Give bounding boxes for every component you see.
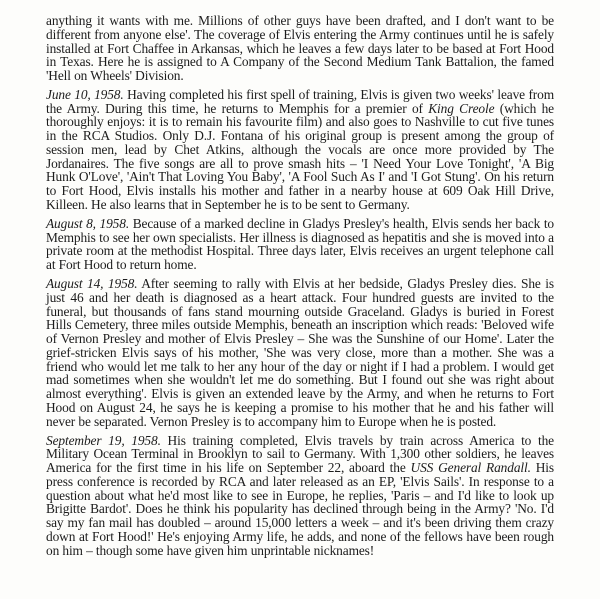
paragraph-text: Having completed his first spell of training, Elvis is given two weeks' leave from the Army. During this time, he returns to Memphis for a premier of — [46, 86, 554, 116]
paragraph-text: anything it wants with me. Millions of other guys have been drafted, and I don't want to be different from anyone else'. The coverage of Elvis entering the Army continues until he is safely installed at Fort Chaffee in Arkansas, which he leaves a few days later to be based at Fort Hood in Texas. Here he is assigned to A Company of the Second Medium Tank Battalion, the famed 'Hell on Wheels' Division. — [46, 13, 554, 83]
paragraph-september-19-1958 — [46, 434, 554, 558]
entry-date: August 8, 1958. — [46, 215, 130, 231]
ship-name: USS General Randall. — [410, 460, 531, 475]
paragraph-text: His press conference is recorded by RCA and later released as an EP, 'Elvis Sails'. In response to a question about what he'd most like to see in Europe, he replies, 'Paris – and I'd like to look up Brigitte Bardot'. Does he think his popularity has declined through being in the Army? 'No. I'd say my fan mail has doubled – around 15,000 letters a week – and it's been driving them crazy down at Fort Hood!' He's enjoying Army life, he adds, and none of the fellows have been rough on him – though some have given him unprintable nicknames! — [46, 460, 554, 558]
paragraph-august-8-1958 — [46, 217, 554, 272]
paragraph-text: His training completed, Elvis travels by train across America to the Military Ocean Terminal in Brooklyn to sail to Germany. With 1,300 other soldiers, he leaves America for the first time in his life on September 22, aboard the — [46, 432, 554, 475]
paragraph-text: After seeming to rally with Elvis at her bedside, Gladys Presley dies. She is just 46 and her death is diagnosed as a heart attack. Four hundred guests are invited to the funeral, but thousands of fans stand mourning outside Graceland. Gladys is buried in Forest Hills Cemetery, three miles outside Memphis, beneath an inscription which reads: 'Beloved wife of Vernon Presley and mother of Elvis Presley – She was the Sunshine of our Home'. Later the grief-stricken Elvis says of his mother, 'She was very close, more than a mother. She was a friend who would let me talk to her any hour of the day or night if I had a problem. I would get mad sometimes when she wouldn't let me do something. But I found out she was right about almost everything'. Elvis is given an extended leave by the Army, and when he returns to Fort Hood on August 24, he says he is keeping a promise to his mother that he and his father will never be separated. Vernon Presley is to accompany him to Europe when he is posted. — [46, 276, 554, 429]
film-title: King Creole — [428, 100, 495, 116]
document-page — [46, 14, 554, 562]
paragraph-august-14-1958 — [46, 277, 554, 428]
entry-date: June 10, 1958. — [46, 86, 124, 102]
paragraph-text: (which he thoroughly enjoys: it is to remain his favourite film) and also goes to Nashville to cut five tunes in the RCA Studios. Only D.J. Fontana of his original group is present among the group of session men, lead by Chet Atkins, although the vocals are once more provided by The Jordanaires. The five songs are all to prove smash hits – 'I Need Your Love Tonight', 'A Big Hunk O'Love', 'Ain't That Loving You Baby', 'A Fool Such As I' and 'I Got Stung'. On his return to Fort Hood, Elvis installs his mother and father in a nearby house at 609 Oak Hill Drive, Killeen. He also learns that in September he is to be sent to Germany. — [46, 100, 555, 212]
paragraph-text: Because of a marked decline in Gladys Presley's health, Elvis sends her back to Memphis to see her own specialists. Her illness is diagnosed as hepatitis and she is moved into a private room at the methodist Hospital. Three days later, Elvis receives an urgent telephone call at Fort Hood to return home. — [46, 215, 555, 273]
entry-date: September 19, 1958. — [46, 432, 161, 448]
entry-date: August 14, 1958. — [46, 276, 138, 292]
paragraph-army-intro — [46, 14, 554, 83]
paragraph-june-10-1958 — [46, 88, 554, 212]
